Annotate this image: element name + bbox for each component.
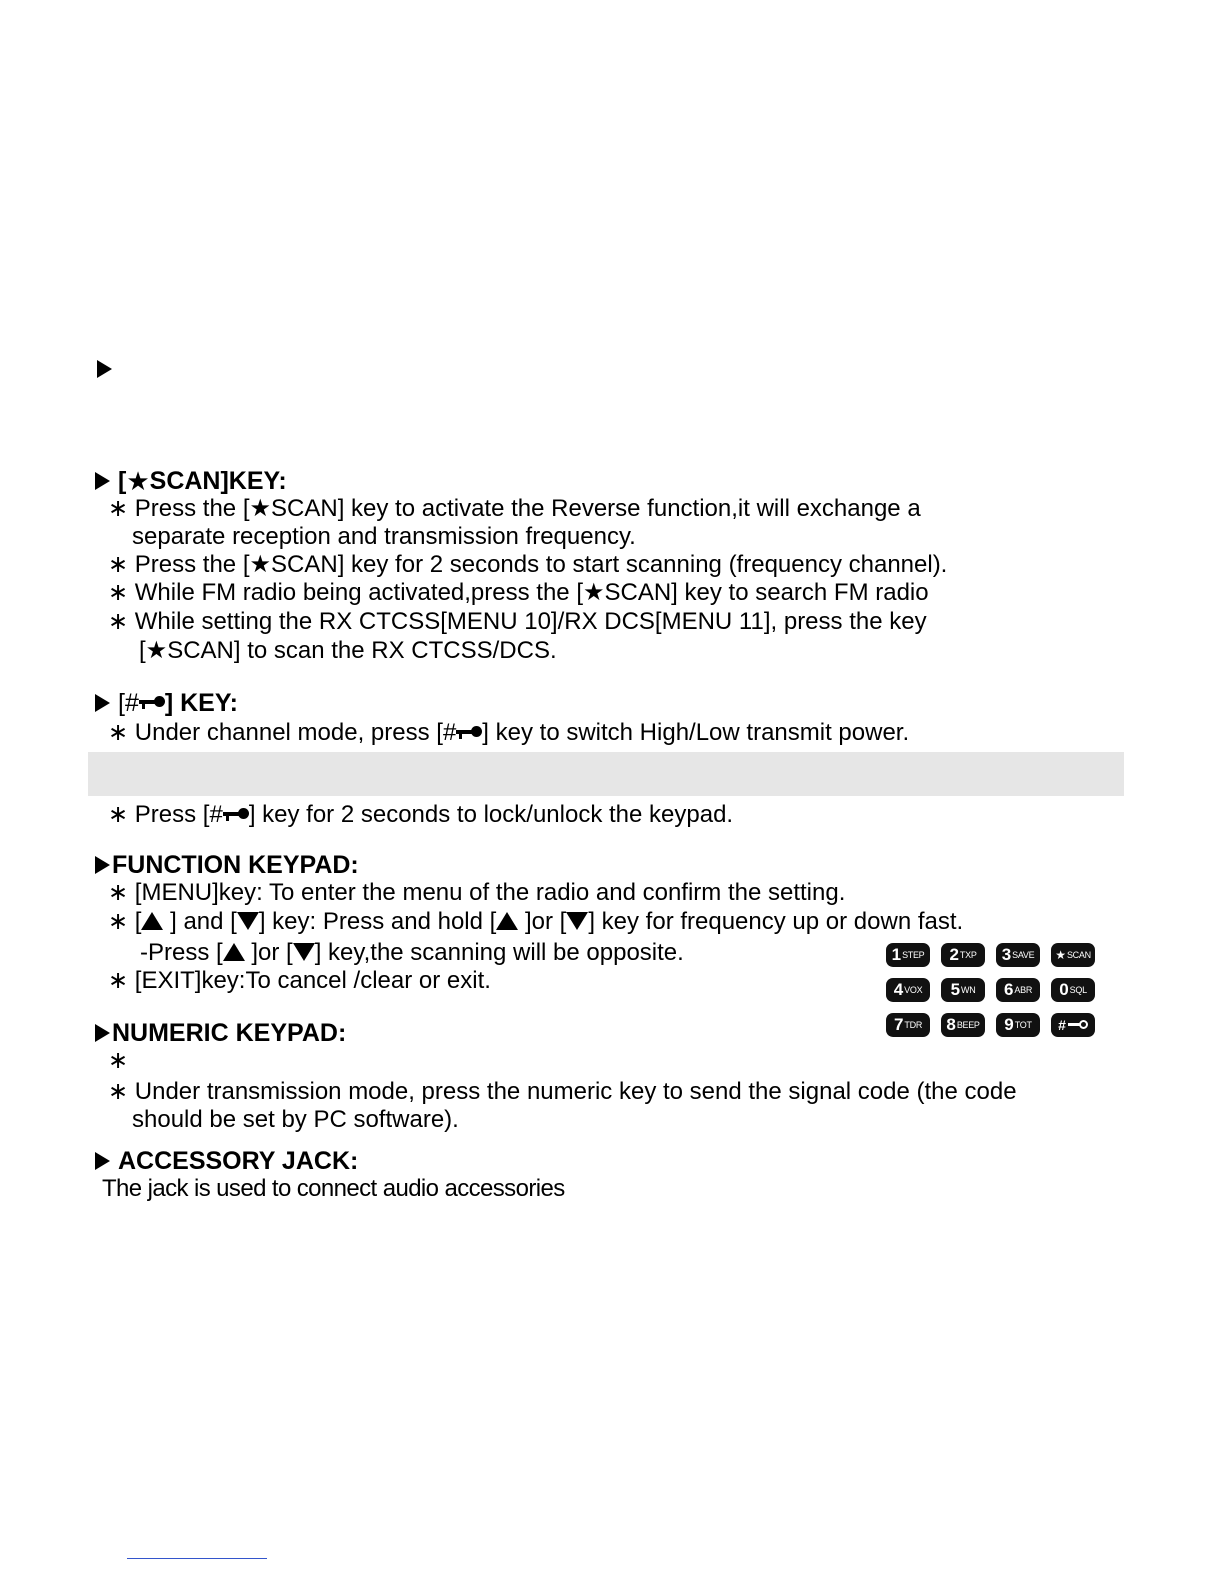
down-arrow-icon: [293, 943, 315, 961]
scan-line-3: ∗ Press the [★SCAN] key for 2 seconds to start scanning (frequency channel).: [108, 551, 948, 578]
bullet-arrow-icon: [97, 360, 112, 378]
key-2: 2 TXP: [941, 943, 985, 967]
bullet-arrow-icon: [95, 856, 110, 874]
down-arrow-icon: [566, 912, 588, 930]
scan-key-title: SCAN]KEY:: [149, 467, 287, 495]
key-1: 1 STEP: [886, 943, 930, 967]
lock-icon: [1068, 1020, 1088, 1030]
key-9: 9 TOT: [996, 1013, 1040, 1037]
function-line-1: ∗ [MENU]key: To enter the menu of the radio and confirm the setting.: [108, 879, 846, 906]
hash-line-2: ∗ Press [# ] key for 2 seconds to lock/unlock the keypad.: [108, 801, 734, 828]
numeric-line-3: should be set by PC software).: [132, 1106, 459, 1133]
footer-rule: [127, 1558, 267, 1559]
scan-line-2: separate reception and transmission frequency.: [132, 523, 636, 550]
scan-line-5: ∗ While setting the RX CTCSS[MENU 10]/RX DCS[MENU 11], press the key: [108, 608, 927, 635]
key-3: 3 SAVE: [996, 943, 1040, 967]
lock-icon: [456, 726, 482, 740]
key-0: 0 SQL: [1051, 978, 1095, 1002]
key-star: ★ SCAN: [1051, 943, 1095, 967]
key-7: 7 TDR: [886, 1013, 930, 1037]
key-6: 6 ABR: [996, 978, 1040, 1002]
numeric-line-1: ∗: [108, 1047, 129, 1074]
scan-line-6: [★SCAN] to scan the RX CTCSS/DCS.: [139, 637, 557, 664]
key-4: 4 VOX: [886, 978, 930, 1002]
star-icon: ★: [582, 579, 605, 606]
numeric-line-2: ∗ Under transmission mode, press the numeric key to send the signal code (the code: [108, 1078, 1017, 1105]
key-5: 5 WN: [941, 978, 985, 1002]
function-line-4: ∗ [EXIT]key:To cancel /clear or exit.: [108, 967, 491, 994]
numeric-keypad-heading: NUMERIC KEYPAD:: [95, 1018, 346, 1048]
bullet-arrow-icon: [95, 1024, 110, 1042]
bullet-arrow-icon: [95, 472, 110, 490]
accessory-line-1: The jack is used to connect audio accessories: [102, 1175, 565, 1202]
accessory-jack-heading: ACCESSORY JACK:: [95, 1146, 358, 1176]
gray-band: [88, 752, 1124, 796]
key-hash: #: [1051, 1013, 1095, 1037]
bullet-arrow-icon: [95, 694, 110, 712]
function-line-2: ∗ [ ] and [ ] key: Press and hold [ ]or [ ] key for frequency up or down fast.: [108, 908, 964, 935]
lock-icon: [223, 808, 249, 822]
key-8: 8 BEEP: [941, 1013, 985, 1037]
scan-key-heading: [95, 466, 287, 496]
down-arrow-icon: [237, 912, 259, 930]
hash-key-heading: [# ] KEY:: [95, 688, 238, 718]
keypad-illustration: [886, 943, 1098, 1039]
scan-line-1: ∗ Press the [★SCAN] key to activate the Reverse function,it will exchange a: [108, 495, 921, 522]
up-arrow-icon: [223, 943, 245, 961]
bracket-open: [: [118, 467, 127, 495]
up-arrow-icon: [496, 912, 518, 930]
lock-icon: [139, 696, 165, 710]
up-arrow-icon: [141, 912, 163, 930]
star-icon: ★: [249, 495, 272, 522]
star-icon: ★: [145, 637, 168, 664]
scan-line-4: ∗ While FM radio being activated,press the [★SCAN] key to search FM radio: [108, 579, 929, 606]
bullet-arrow-icon: [95, 1152, 110, 1170]
function-keypad-heading: FUNCTION KEYPAD:: [95, 850, 359, 880]
star-icon: ★: [126, 466, 150, 496]
function-line-3: -Press [ ]or [ ] key,the scanning will be opposite.: [140, 939, 684, 966]
hash-line-1: ∗ Under channel mode, press [# ] key to switch High/Low transmit power.: [108, 719, 910, 746]
star-icon: ★: [249, 551, 272, 578]
